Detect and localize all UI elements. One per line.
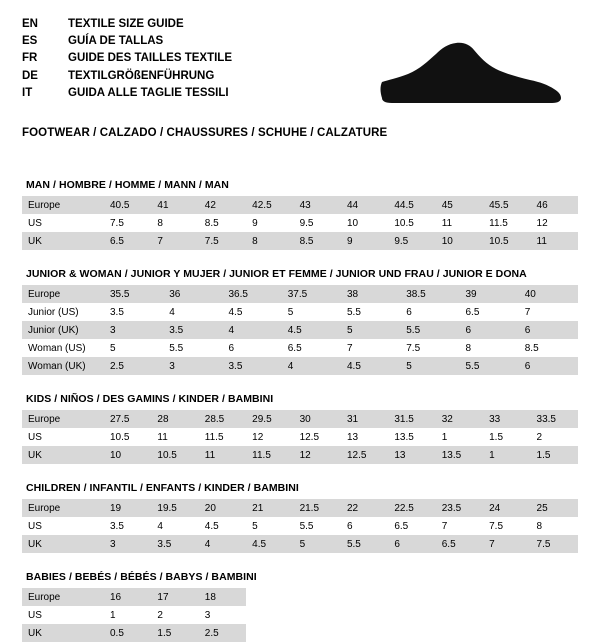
- table-row: [22, 321, 578, 339]
- table-row: [22, 339, 578, 357]
- row-label: Woman (UK): [22, 357, 104, 375]
- cell: 4.5: [199, 517, 246, 535]
- cell: 5: [282, 303, 341, 321]
- cell: 16: [104, 588, 151, 606]
- cell: 4.5: [282, 321, 341, 339]
- table-row: [22, 517, 578, 535]
- cell: 13: [388, 446, 435, 464]
- cell-empty: [483, 606, 530, 624]
- cell: 10.5: [104, 428, 151, 446]
- language-title: GUÍA DE TALLAS: [68, 35, 164, 48]
- section-title: BABIES / BEBÉS / BÉBÉS / BABYS / BAMBINI: [26, 571, 257, 583]
- cell: 12: [246, 428, 293, 446]
- cell: 8: [246, 232, 293, 250]
- row-label: Europe: [22, 285, 104, 303]
- table-row: [22, 499, 578, 517]
- size-table-children: [22, 499, 578, 553]
- cell: 4.5: [223, 303, 282, 321]
- cell: 3.5: [223, 357, 282, 375]
- cell: 5: [246, 517, 293, 535]
- table-row: [22, 410, 578, 428]
- cell-empty: [294, 624, 341, 642]
- cell: 5.5: [341, 303, 400, 321]
- cell: 43: [294, 196, 341, 214]
- cell: 8: [151, 214, 198, 232]
- cell: 5.5: [341, 535, 388, 553]
- table-row: [22, 285, 578, 303]
- table-row: [22, 214, 578, 232]
- language-row: [22, 85, 232, 102]
- row-label: Woman (US): [22, 339, 104, 357]
- row-label: UK: [22, 624, 104, 642]
- row-label: UK: [22, 535, 104, 553]
- cell: 28: [151, 410, 198, 428]
- cell: 7.5: [400, 339, 459, 357]
- cell: 10.5: [388, 214, 435, 232]
- cell: 9: [246, 214, 293, 232]
- cell: 4: [199, 535, 246, 553]
- row-label: Europe: [22, 196, 104, 214]
- cell: 11.5: [199, 428, 246, 446]
- cell: 33: [483, 410, 530, 428]
- cell: 3: [163, 357, 222, 375]
- dress-shoe-icon: [372, 36, 572, 108]
- cell: 11.5: [483, 214, 530, 232]
- cell: 24: [483, 499, 530, 517]
- language-code: EN: [22, 18, 38, 30]
- cell: 36.5: [223, 285, 282, 303]
- cell-empty: [388, 588, 435, 606]
- cell-empty: [531, 588, 578, 606]
- cell: 21.5: [294, 499, 341, 517]
- cell: 5.5: [294, 517, 341, 535]
- cell-empty: [294, 606, 341, 624]
- cell: 8.5: [519, 339, 578, 357]
- cell: 11: [151, 428, 198, 446]
- cell: 7.5: [199, 232, 246, 250]
- language-row: [22, 16, 232, 33]
- cell: 3.5: [104, 303, 163, 321]
- cell: 3.5: [151, 535, 198, 553]
- cell: 22: [341, 499, 388, 517]
- cell: 28.5: [199, 410, 246, 428]
- cell: 1.5: [483, 428, 530, 446]
- cell: 3.5: [104, 517, 151, 535]
- language-code: ES: [22, 35, 38, 48]
- cell: 38.5: [400, 285, 459, 303]
- cell: 3.5: [163, 321, 222, 339]
- language-title: TEXTILGRÖßENFÜHRUNG: [68, 69, 215, 82]
- cell: 6: [460, 321, 519, 339]
- cell: 2: [151, 606, 198, 624]
- cell: 31.5: [388, 410, 435, 428]
- cell: 44: [341, 196, 388, 214]
- cell: 1.5: [531, 446, 578, 464]
- cell: 29.5: [246, 410, 293, 428]
- cell: 39: [460, 285, 519, 303]
- language-title: GUIDE DES TAILLES TEXTILE: [68, 52, 232, 65]
- cell: 25: [531, 499, 578, 517]
- cell: 38: [341, 285, 400, 303]
- cell: 11: [531, 232, 578, 250]
- row-label: Junior (US): [22, 303, 104, 321]
- section-babies: [22, 571, 578, 642]
- section-junior-woman: [22, 268, 578, 375]
- cell: 7.5: [104, 214, 151, 232]
- row-label: Europe: [22, 499, 104, 517]
- cell: 3: [104, 535, 151, 553]
- row-label: US: [22, 606, 104, 624]
- cell: 10.5: [151, 446, 198, 464]
- document-header: [22, 16, 578, 114]
- cell: 5: [294, 535, 341, 553]
- cell: 2.5: [104, 357, 163, 375]
- cell: 10.5: [483, 232, 530, 250]
- section-title: CHILDREN / INFANTIL / ENFANTS / KINDER / BAMBINI: [26, 482, 299, 494]
- cell: 4: [163, 303, 222, 321]
- cell: 13.5: [436, 446, 483, 464]
- section-title: MAN / HOMBRE / HOMME / MANN / MAN: [26, 179, 229, 191]
- table-row: [22, 535, 578, 553]
- language-title: TEXTILE SIZE GUIDE: [68, 18, 184, 30]
- cell-empty: [246, 606, 293, 624]
- cell-empty: [246, 588, 293, 606]
- cell: 8: [531, 517, 578, 535]
- cell: 1: [436, 428, 483, 446]
- language-title: GUIDA ALLE TAGLIE TESSILI: [68, 86, 229, 99]
- table-row: [22, 303, 578, 321]
- cell-empty: [341, 606, 388, 624]
- cell: 5: [104, 339, 163, 357]
- language-title-list: [22, 16, 232, 102]
- language-code: FR: [22, 52, 38, 65]
- cell: 7: [341, 339, 400, 357]
- cell: 7: [483, 535, 530, 553]
- cell: 35.5: [104, 285, 163, 303]
- cell: 7: [519, 303, 578, 321]
- cell: 1: [104, 606, 151, 624]
- language-code: DE: [22, 69, 38, 82]
- cell: 20: [199, 499, 246, 517]
- cell-empty: [483, 588, 530, 606]
- cell: 12: [294, 446, 341, 464]
- cell: 18: [199, 588, 246, 606]
- section-man: [22, 179, 578, 250]
- cell: 45: [436, 196, 483, 214]
- cell: 42: [199, 196, 246, 214]
- cell: 3: [199, 606, 246, 624]
- cell: 17: [151, 588, 198, 606]
- section-title: KIDS / NIÑOS / DES GAMINS / KINDER / BAMBINI: [26, 393, 274, 405]
- cell: 0.5: [104, 624, 151, 642]
- table-row: [22, 624, 578, 642]
- section-kids: [22, 393, 578, 464]
- cell-empty: [388, 606, 435, 624]
- cell: 4: [282, 357, 341, 375]
- cell: 21: [246, 499, 293, 517]
- table-row: [22, 196, 578, 214]
- cell-empty: [436, 606, 483, 624]
- cell: 7: [151, 232, 198, 250]
- cell: 12: [531, 214, 578, 232]
- cell: 32: [436, 410, 483, 428]
- cell: 6.5: [460, 303, 519, 321]
- section-title: JUNIOR & WOMAN / JUNIOR Y MUJER / JUNIOR ET FEMME / JUNIOR UND FRAU / JUNIOR E DONA: [26, 268, 527, 280]
- cell: 9.5: [294, 214, 341, 232]
- cell: 45.5: [483, 196, 530, 214]
- cell: 8.5: [294, 232, 341, 250]
- cell-empty: [341, 624, 388, 642]
- language-row: [22, 50, 232, 67]
- cell: 11: [199, 446, 246, 464]
- cell: 19: [104, 499, 151, 517]
- cell: 10: [436, 232, 483, 250]
- cell-empty: [341, 588, 388, 606]
- row-label: Europe: [22, 588, 104, 606]
- cell: 36: [163, 285, 222, 303]
- cell: 11: [436, 214, 483, 232]
- cell: 4: [223, 321, 282, 339]
- cell: 27.5: [104, 410, 151, 428]
- cell: 1: [483, 446, 530, 464]
- cell: 5.5: [460, 357, 519, 375]
- cell: 3: [104, 321, 163, 339]
- cell: 8.5: [199, 214, 246, 232]
- row-label: US: [22, 428, 104, 446]
- cell: 44.5: [388, 196, 435, 214]
- cell: 13.5: [388, 428, 435, 446]
- cell: 40.5: [104, 196, 151, 214]
- cell: 1.5: [151, 624, 198, 642]
- cell: 46: [531, 196, 578, 214]
- cell: 7.5: [483, 517, 530, 535]
- table-row: [22, 446, 578, 464]
- table-row: [22, 232, 578, 250]
- cell: 6: [223, 339, 282, 357]
- cell-empty: [294, 588, 341, 606]
- cell: 5: [341, 321, 400, 339]
- cell: 5: [400, 357, 459, 375]
- cell: 8: [460, 339, 519, 357]
- row-label: Europe: [22, 410, 104, 428]
- table-row: [22, 606, 578, 624]
- language-row: [22, 68, 232, 85]
- cell: 22.5: [388, 499, 435, 517]
- cell: 6.5: [282, 339, 341, 357]
- cell: 9.5: [388, 232, 435, 250]
- cell: 4.5: [341, 357, 400, 375]
- cell: 41: [151, 196, 198, 214]
- cell: 6: [388, 535, 435, 553]
- cell: 37.5: [282, 285, 341, 303]
- cell: 7.5: [531, 535, 578, 553]
- cell: 19.5: [151, 499, 198, 517]
- section-children: [22, 482, 578, 553]
- cell: 13: [341, 428, 388, 446]
- row-label: UK: [22, 232, 104, 250]
- size-table-man: [22, 196, 578, 250]
- cell: 6.5: [104, 232, 151, 250]
- cell: 40: [519, 285, 578, 303]
- size-table-babies: [22, 588, 578, 642]
- cell-empty: [436, 588, 483, 606]
- cell-empty: [436, 624, 483, 642]
- cell: 10: [104, 446, 151, 464]
- cell: 5.5: [400, 321, 459, 339]
- cell: 4.5: [246, 535, 293, 553]
- size-table-kids: [22, 410, 578, 464]
- cell: 6: [519, 321, 578, 339]
- cell: 2.5: [199, 624, 246, 642]
- cell: 11.5: [246, 446, 293, 464]
- cell: 6: [400, 303, 459, 321]
- row-label: US: [22, 517, 104, 535]
- cell-empty: [531, 624, 578, 642]
- cell-empty: [388, 624, 435, 642]
- cell: 6: [519, 357, 578, 375]
- category-line: FOOTWEAR / CALZADO / CHAUSSURES / SCHUHE / CALZATURE: [22, 127, 388, 139]
- cell: 42.5: [246, 196, 293, 214]
- cell: 12.5: [294, 428, 341, 446]
- cell: 7: [436, 517, 483, 535]
- table-row: [22, 428, 578, 446]
- cell: 6.5: [436, 535, 483, 553]
- cell: 12.5: [341, 446, 388, 464]
- cell: 2: [531, 428, 578, 446]
- cell: 6.5: [388, 517, 435, 535]
- language-row: [22, 33, 232, 50]
- cell-empty: [246, 624, 293, 642]
- cell: 9: [341, 232, 388, 250]
- table-row: [22, 588, 578, 606]
- cell: 31: [341, 410, 388, 428]
- cell: 23.5: [436, 499, 483, 517]
- cell-empty: [531, 606, 578, 624]
- cell: 5.5: [163, 339, 222, 357]
- cell: 30: [294, 410, 341, 428]
- row-label: UK: [22, 446, 104, 464]
- language-code: IT: [22, 86, 33, 99]
- size-table-junior-woman: [22, 285, 578, 375]
- cell: 33.5: [531, 410, 578, 428]
- table-row: [22, 357, 578, 375]
- cell: 4: [151, 517, 198, 535]
- cell-empty: [483, 624, 530, 642]
- cell: 10: [341, 214, 388, 232]
- row-label: Junior (UK): [22, 321, 104, 339]
- cell: 6: [341, 517, 388, 535]
- row-label: US: [22, 214, 104, 232]
